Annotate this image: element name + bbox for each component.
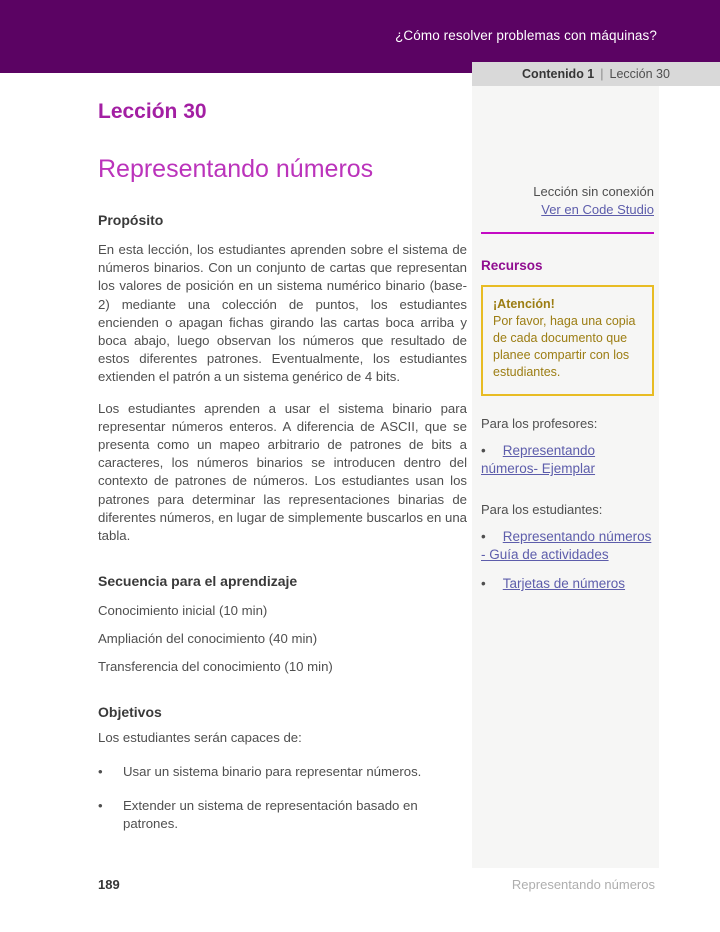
resources-sidebar	[472, 86, 659, 868]
breadcrumb-unit: Contenido 1	[522, 67, 595, 81]
bullet-icon: •	[481, 443, 486, 458]
objectives-heading: Objetivos	[98, 704, 162, 721]
lesson-mode-block	[481, 183, 654, 219]
student-resource-item	[481, 528, 654, 564]
resources-heading: Recursos	[481, 258, 543, 273]
purpose-heading: Propósito	[98, 212, 164, 228]
breadcrumb-separator: |	[600, 67, 604, 81]
sequence-heading: Secuencia para el aprendizaje	[98, 573, 298, 590]
lesson-title-heading: Representando números	[98, 155, 374, 183]
teacher-resource-link-exemplar[interactable]: Representando números- Ejemplar	[481, 443, 596, 476]
objective-text: Usar un sistema binario para representar números.	[123, 764, 422, 780]
sequence-item-warmup: Conocimiento inicial (10 min)	[98, 603, 268, 619]
teachers-heading: Para los profesores:	[481, 416, 598, 431]
attention-body: Por favor, haga una copia de cada documento que planee compartir con los estudiantes.	[493, 314, 636, 379]
sequence-item-activity: Ampliación del conocimiento (40 min)	[98, 631, 318, 647]
main-content	[98, 0, 467, 833]
student-resource-link-activity-guide[interactable]: Representando números - Guía de actividades	[481, 529, 652, 562]
code-studio-link[interactable]: Ver en Code Studio	[541, 202, 654, 217]
course-title: ¿Cómo resolver problemas con máquinas?	[395, 28, 657, 43]
bullet-icon: •	[481, 529, 486, 544]
sidebar-divider	[481, 232, 654, 234]
breadcrumb	[472, 62, 720, 86]
students-heading: Para los estudiantes:	[481, 502, 603, 517]
purpose-paragraph-1: En esta lección, los estudiantes aprenden sobre el sistema de números binarios. Con un conjunto de cartas que representan los valores de posición en un sistema numérico binario (base-2) mediante una colección de puntos, los estudiantes encienden o apagan fichas girando las cartas boca arriba y boca abajo, luego observan los números que resultado de estos diferentes patrones. Eventualmente, los estudiantes extienden el patrón a un sistema genérico de 4 bits.	[98, 242, 467, 385]
teacher-resource-item	[481, 442, 654, 478]
bullet-icon: •	[481, 576, 486, 591]
breadcrumb-lesson: Lección 30	[609, 67, 670, 81]
student-resource-link-number-cards[interactable]: Tarjetas de números	[502, 576, 626, 591]
bullet-icon: •	[98, 798, 103, 814]
lesson-number-heading: Lección 30	[98, 100, 207, 123]
footer-lesson-name: Representando números	[511, 877, 655, 892]
offline-label: Lección sin conexión	[533, 184, 654, 199]
purpose-paragraph-2: Los estudiantes aprenden a usar el sistema binario para representar números enteros. A diferencia de ASCII, que se presenta como un mapeo arbitrario de patrones de bits a caracteres, los números binarios se introducen dentro del contexto de patrones de números. Los estudiantes usan los patrones para determinar las representaciones binarias de diferentes números, en lugar de simplemente buscarlos en una tabla.	[98, 400, 467, 544]
student-resource-item	[481, 575, 654, 593]
sequence-item-wrapup: Transferencia del conocimiento (10 min)	[98, 659, 333, 675]
attention-callout	[481, 285, 654, 396]
objectives-intro: Los estudiantes serán capaces de:	[98, 730, 302, 746]
attention-title: ¡Atención!	[493, 297, 555, 311]
objective-item	[98, 763, 467, 781]
bullet-icon: •	[98, 764, 103, 780]
objective-item	[98, 797, 467, 833]
objective-text: Extender un sistema de representación basado en patrones.	[123, 798, 418, 832]
page-number: 189	[98, 877, 120, 892]
